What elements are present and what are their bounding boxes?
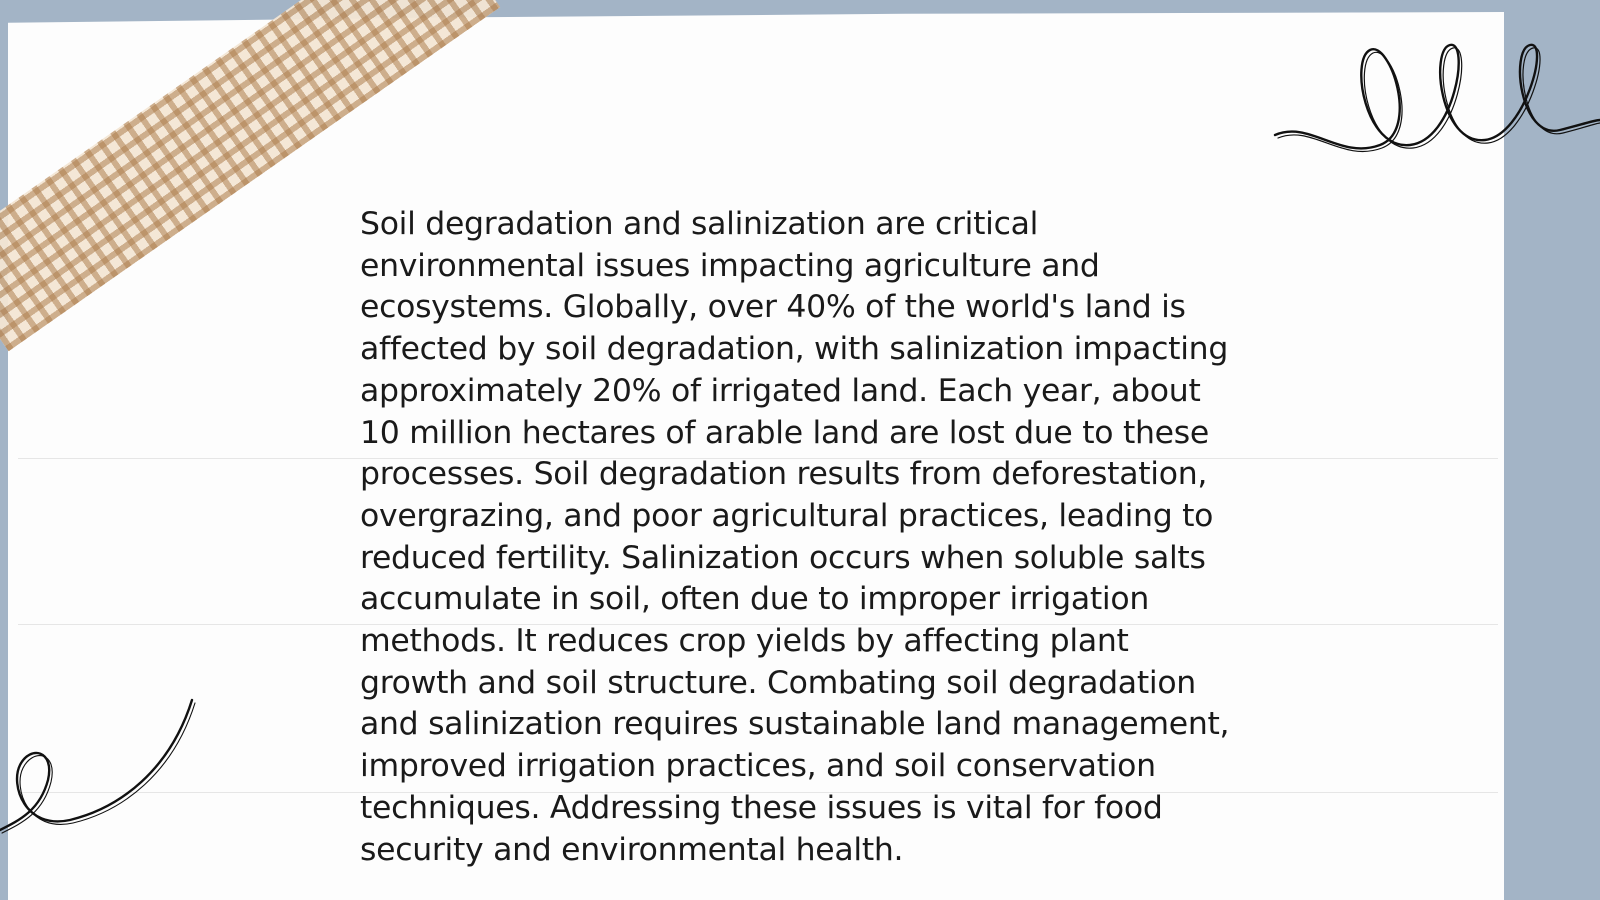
squiggle-swoosh-icon bbox=[0, 690, 200, 850]
squiggle-loops-icon bbox=[1270, 20, 1600, 170]
body-paragraph: Soil degradation and salinization are critical environmental issues impacting agriculture and ecosystems. Globally, over 40% of the world's land is affected by soil degradation, with salinization impacting approximately 20% of irrigated land. Each year, about 10 million hectares of arable land are lost due to these processes. Soil degradation results from deforestation, overgrazing, and poor agricultural practices, leading to reduced fertility. Salinization occurs when soluble salts accumulate in soil, often due to improper irrigation methods. It reduces crop yields by affecting plant growth and soil structure. Combating soil degradation and salinization requires sustainable land management, improved irrigation practices, and soil conservation techniques. Addressing these issues is vital for food security and environmental health. bbox=[360, 206, 1230, 868]
